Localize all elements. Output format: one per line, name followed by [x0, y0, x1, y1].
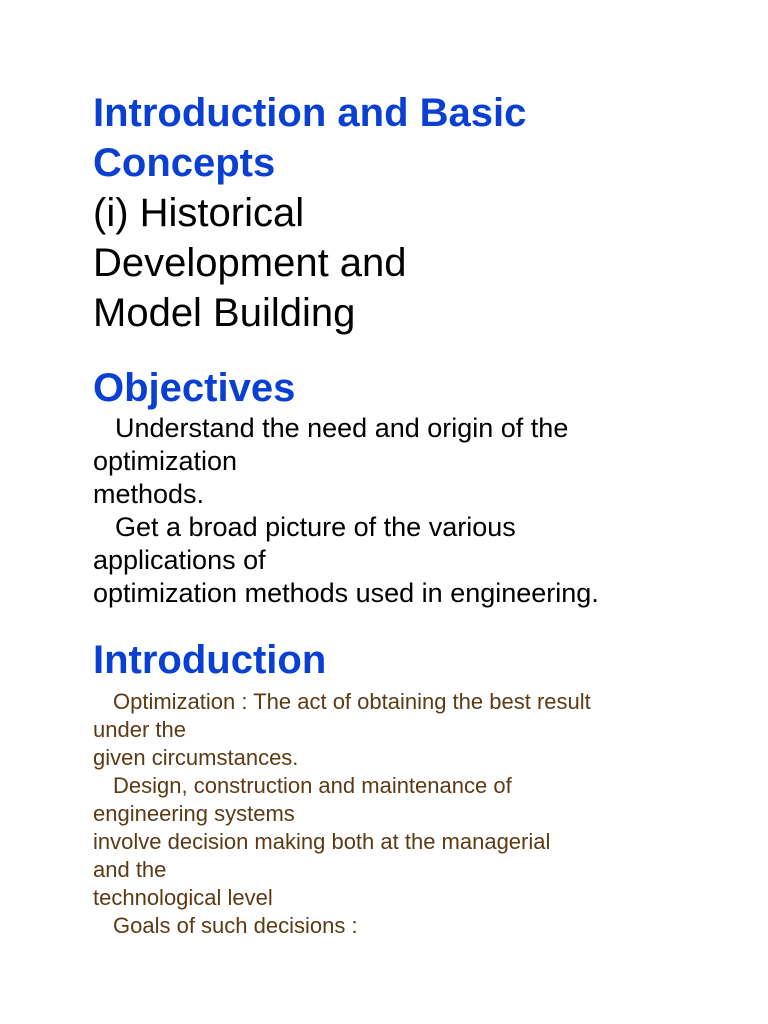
introduction-body: [93, 688, 733, 940]
introduction-line: given circumstances.: [93, 745, 299, 770]
introduction-line: technological level: [93, 885, 273, 910]
introduction-line: and the: [93, 857, 167, 882]
introduction-line: engineering systems: [93, 801, 295, 826]
objectives-line: optimization: [93, 446, 238, 476]
subtitle-line: Model Building: [93, 291, 356, 335]
document-title: [93, 88, 733, 188]
subtitle-line: (i) Historical: [93, 191, 305, 235]
introduction-line: Design, construction and maintenance of: [113, 773, 512, 798]
objectives-line: Understand the need and origin of the: [115, 413, 569, 443]
title-line: Introduction and Basic: [93, 91, 527, 135]
title-line: Concepts: [93, 141, 276, 185]
objectives-line: optimization methods used in engineering.: [93, 578, 599, 608]
objectives-heading: Objectives: [93, 366, 296, 410]
subtitle-line: Development and: [93, 241, 407, 285]
introduction-line: under the: [93, 717, 186, 742]
objectives-line: Get a broad picture of the various: [115, 512, 516, 542]
introduction-line: Optimization : The act of obtaining the best result: [113, 689, 591, 714]
introduction-line: involve decision making both at the managerial: [93, 829, 551, 854]
document-subtitle: [93, 188, 733, 338]
introduction-heading: Introduction: [93, 638, 327, 682]
objectives-body: [93, 412, 733, 610]
document-page: [93, 88, 733, 940]
objectives-line: applications of: [93, 545, 266, 575]
introduction-line: Goals of such decisions :: [113, 913, 358, 938]
objectives-line: methods.: [93, 479, 205, 509]
